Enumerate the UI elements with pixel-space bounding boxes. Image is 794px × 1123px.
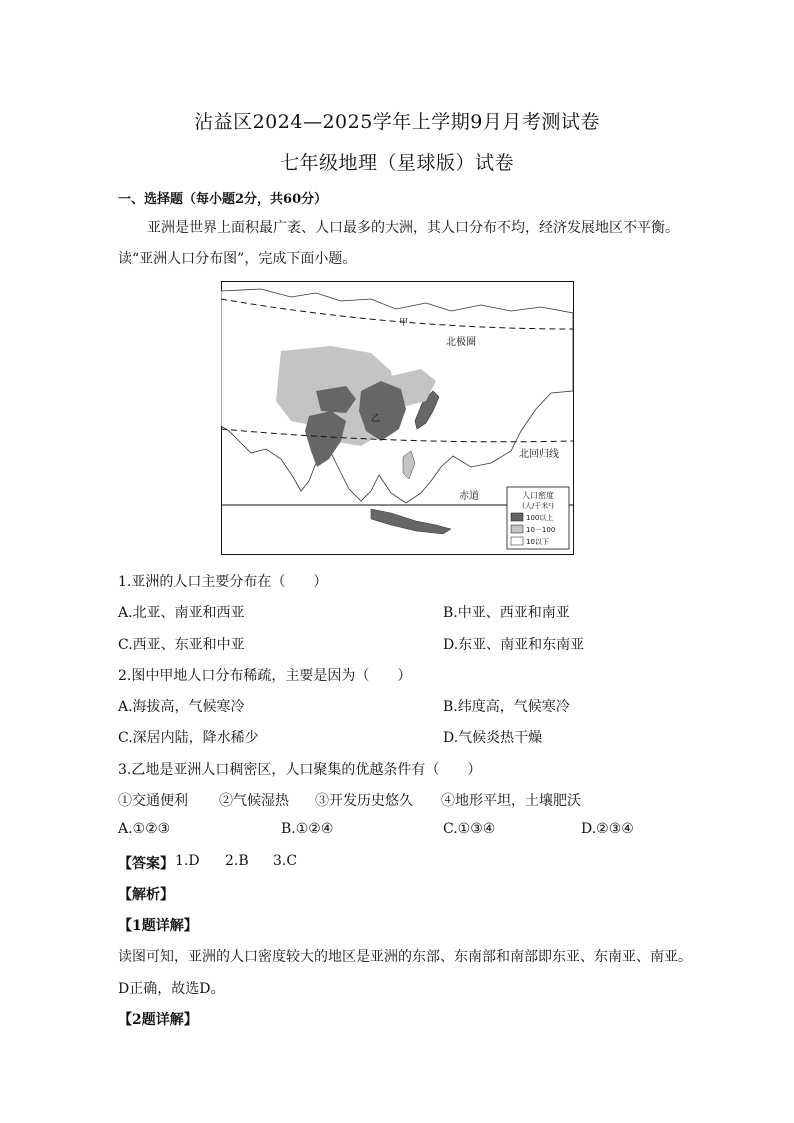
- map-label-arctic-circle: 北极圈: [446, 337, 476, 348]
- legend-title: 人口密度: [522, 491, 554, 500]
- question-2-option-a: A.海拔高，气候寒冷: [118, 699, 245, 715]
- question-3-condition-1: ①交通便利: [118, 793, 188, 809]
- question-1-option-b: B.中亚、西亚和南亚: [443, 605, 570, 621]
- answer-item-1: 1.D: [175, 853, 200, 869]
- map-label-equator: 赤道: [459, 491, 479, 502]
- map-legend: [507, 487, 569, 549]
- analysis-q1-text: 读图可知，亚洲的人口密度较大的地区是亚洲的东部、东南部和南部即东亚、东南亚、南亚。: [118, 949, 692, 965]
- analysis-label: 【解析】: [118, 887, 174, 903]
- answer-label: 【答案】: [118, 856, 174, 872]
- question-2-option-d: D.气候炎热干燥: [443, 730, 543, 746]
- question-2-option-b: B.纬度高，气候寒冷: [443, 699, 570, 715]
- question-3-condition-3: ③开发历史悠久: [315, 793, 413, 809]
- section-heading: 一、选择题（每小题2分，共60分）: [118, 192, 328, 207]
- legend-item-mid: 10－100: [526, 526, 556, 534]
- exam-subtitle: 七年级地理（星球版）试卷: [279, 152, 514, 174]
- analysis-q1-label: 【1题详解】: [118, 918, 198, 934]
- question-2-option-c: C.深居内陆，降水稀少: [118, 730, 259, 746]
- legend-unit: (人/千米²): [522, 502, 554, 510]
- intro-paragraph: 亚洲是世界上面积最广袤、人口最多的大洲，其人口分布不均，经济发展地区不平衡。: [147, 220, 679, 236]
- answer-item-3: 3.C: [273, 853, 298, 869]
- answer-item-2: 2.B: [225, 853, 249, 869]
- map-label-tropic-cancer: 北回归线: [519, 449, 559, 460]
- analysis-q1-conclusion: D正确，故选D。: [118, 981, 225, 997]
- intro-instruction: 读“亚洲人口分布图”，完成下面小题。: [118, 251, 357, 267]
- asia-population-map: [221, 281, 574, 555]
- question-3-stem: 3.乙地是亚洲人口稠密区，人口聚集的优越条件有（ ）: [118, 762, 482, 778]
- exam-title: 沾益区2024—2025学年上学期9月月考测试卷: [194, 111, 600, 133]
- question-2-stem: 2.图中甲地人口分布稀疏，主要是因为（ ）: [118, 668, 412, 684]
- legend-swatch-low: [511, 537, 523, 545]
- question-3-condition-4: ④地形平坦，土壤肥沃: [441, 793, 581, 809]
- question-1-stem: 1.亚洲的人口主要分布在（ ）: [118, 574, 328, 590]
- question-3-option-d: D.②③④: [581, 821, 634, 837]
- legend-item-high: 100以上: [526, 514, 554, 522]
- question-3-option-b: B.①②④: [281, 821, 334, 837]
- question-1-option-c: C.西亚、东亚和中亚: [118, 637, 245, 653]
- legend-item-low: 10以下: [526, 538, 549, 546]
- legend-swatch-mid: [511, 525, 523, 533]
- map-label-jia: 甲: [399, 318, 409, 328]
- legend-swatch-high: [511, 513, 523, 521]
- question-3-option-c: C.①③④: [443, 821, 496, 837]
- question-3-option-a: A.①②③: [118, 821, 171, 837]
- question-1-option-a: A.北亚、南亚和西亚: [118, 605, 245, 621]
- analysis-q2-label: 【2题详解】: [118, 1012, 198, 1028]
- question-3-condition-2: ②气候湿热: [219, 793, 289, 809]
- map-label-yi: 乙: [371, 414, 381, 424]
- question-1-option-d: D.东亚、南亚和东南亚: [443, 637, 585, 653]
